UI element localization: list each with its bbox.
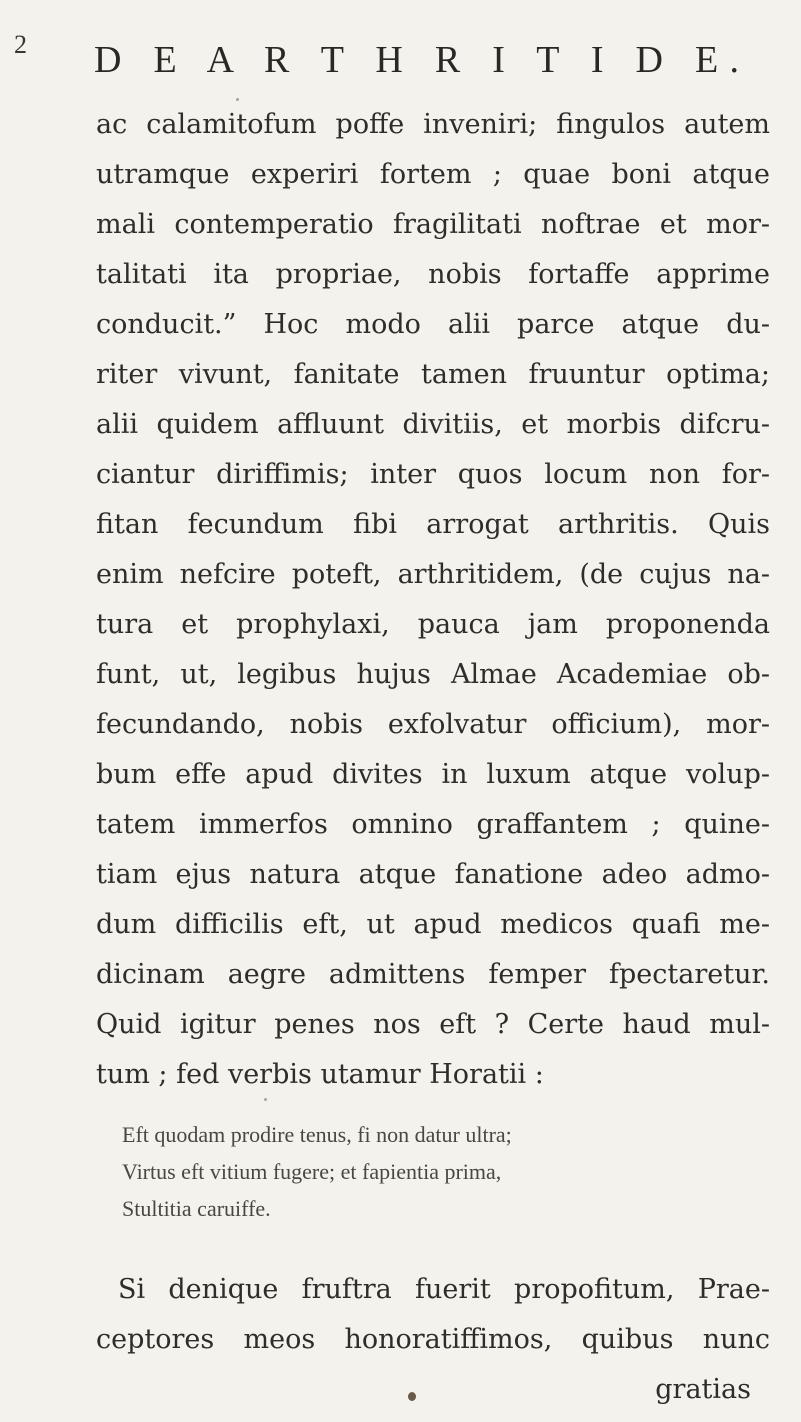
text-line: tum ; fed verbis utamur Horatii :: [96, 1059, 544, 1090]
text-line: mali contemperatio fragilitati noftrae et mor-: [96, 209, 770, 240]
catchword: gratias: [655, 1374, 751, 1405]
text-line: funt, ut, legibus hujus Almae Academiae ob-: [96, 659, 770, 690]
verse-line: Eft quodam prodire tenus, fi non datur ultra;: [122, 1122, 512, 1147]
ink-speck: [408, 1392, 416, 1401]
text-line: ac calamitofum poffe inveniri; fingulos autem: [96, 109, 770, 140]
text-line: Quid igitur penes nos eft ? Certe haud mul-: [96, 1009, 770, 1040]
text-line: Si denique fruftra fuerit propofitum, Prae-: [118, 1274, 770, 1305]
text-line: fecundando, nobis exfolvatur officium), mor-: [96, 709, 770, 740]
ink-speck: [264, 1098, 267, 1101]
text-line: tiam ejus natura atque fanatione adeo admo-: [96, 859, 770, 890]
text-line: fitan fecundum fibi arrogat arthritis. Quis: [96, 509, 770, 540]
page-number: 2: [14, 30, 27, 59]
text-line: riter vivunt, fanitate tamen fruuntur optima;: [96, 359, 770, 390]
text-line: dum difficilis eft, ut apud medicos quafi me-: [96, 909, 770, 940]
running-title-text: D E A R T H R I T I D E.: [94, 39, 740, 81]
text-line: conducit.” Hoc modo alii parce atque du-: [96, 309, 770, 340]
text-line: enim nefcire poteft, arthritidem, (de cujus na-: [96, 559, 770, 590]
text-line: dicinam aegre admittens femper fpectaretur.: [96, 959, 770, 990]
text-line: tatem immerfos omnino graffantem ; quine-: [96, 809, 770, 840]
text-line: utramque experiri fortem ; quae boni atque: [96, 159, 770, 190]
text-line: tura et prophylaxi, pauca jam proponenda: [96, 609, 770, 640]
text-line: bum effe apud divites in luxum atque volup-: [96, 759, 770, 790]
text-line: talitati ita propriae, nobis fortaffe apprime: [96, 259, 770, 290]
text-line: alii quidem affluunt divitiis, et morbis difcru-: [96, 409, 770, 440]
text-line: ceptores meos honoratiffimos, quibus nunc: [96, 1324, 770, 1355]
ink-speck: [236, 98, 239, 101]
text-line: ciantur diriffimis; inter quos locum non for-: [96, 459, 770, 490]
verse-line: Virtus eft vitium fugere; et fapientia prima,: [122, 1159, 502, 1184]
running-title: [94, 28, 784, 88]
verse-line: Stultitia caruiffe.: [122, 1196, 271, 1221]
